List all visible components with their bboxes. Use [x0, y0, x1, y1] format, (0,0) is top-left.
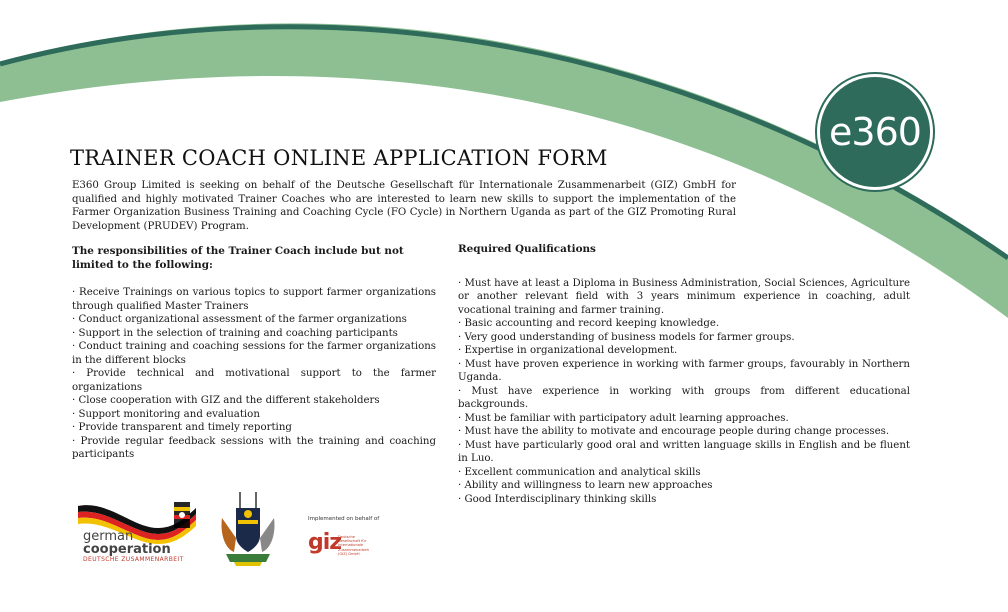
list-item: · Very good understanding of business models for farmer groups. — [458, 331, 795, 343]
german-cooperation-logo — [83, 530, 184, 563]
e360-logo — [820, 77, 930, 187]
list-item: · Conduct organizational assessment of the farmer organizations — [72, 314, 407, 325]
list-item: · Expertise in organizational development. — [458, 345, 678, 356]
list-item: · Must have proven experience in working with farmer groups, favourably in Northern Uganda. — [458, 358, 910, 383]
qualifications-section — [458, 243, 910, 506]
responsibilities-section — [72, 245, 436, 462]
responsibilities-heading: The responsibilities of the Trainer Coach include but not limited to the following: — [72, 245, 404, 271]
german-label: german — [83, 529, 134, 544]
intro-paragraph: E360 Group Limited is seeking on behalf of the Deutsche Gesellschaft für Internationale Zusammenarbeit (GIZ) GmbH for qualified and highly motivated Trainer Coaches who are interested to learn new skills to support the implementation of the Farmer Organization Business Training and Coaching Cycle (FO Cycle) in Northern Uganda as part of the GIZ Promoting Rural Development (PRUDEV) Program. — [72, 180, 736, 232]
list-item: · Must be familiar with participatory adult learning approaches. — [458, 412, 789, 424]
list-item: · Support in the selection of training and coaching participants — [72, 327, 398, 339]
giz-full-name: Deutsche Gesellschaft für Internationale Zusammenarbeit (GIZ) GmbH — [338, 535, 369, 556]
list-item: · Ability and willingness to learn new approaches — [458, 480, 713, 491]
list-item: · Must have particularly good oral and written language skills in English and be fluent in Luo. — [458, 439, 910, 464]
qualifications-list — [458, 277, 910, 507]
partner-logos — [70, 488, 410, 568]
list-item: · Provide transparent and timely reporting — [72, 422, 292, 433]
logo-text: e360 — [829, 110, 921, 154]
qualifications-heading: Required Qualifications — [458, 243, 596, 255]
list-item: · Conduct training and coaching sessions for the farmer organizations in the different blocks — [72, 341, 436, 366]
list-item: · Provide regular feedback sessions with the training and coaching participants — [72, 435, 436, 460]
list-item: · Basic accounting and record keeping knowledge. — [458, 318, 720, 329]
uganda-coat-of-arms-icon — [214, 488, 282, 568]
list-item: · Support monitoring and evaluation — [72, 408, 260, 420]
list-item: · Receive Trainings on various topics to support farmer organizations through qualified Master Trainers — [72, 287, 436, 312]
cooperation-label: cooperation — [83, 542, 171, 557]
page-title: TRAINER COACH ONLINE APPLICATION FORM — [70, 146, 608, 170]
list-item: · Provide technical and motivational support to the farmer organizations — [72, 368, 436, 393]
list-item: · Excellent communication and analytical skills — [458, 466, 701, 478]
list-item: · Close cooperation with GIZ and the different stakeholders — [72, 395, 380, 406]
giz-logo: giz — [308, 530, 342, 555]
responsibilities-list — [72, 286, 436, 462]
list-item: · Must have experience in working with groups from different educational backgrounds. — [458, 385, 910, 410]
deutsche-zusammenarbeit-label: DEUTSCHE ZUSAMMENARBEIT — [83, 556, 184, 563]
implemented-label: Implemented on behalf of — [308, 516, 380, 522]
list-item: · Good Interdisciplinary thinking skills — [458, 493, 657, 505]
list-item: · Must have at least a Diploma in Business Administration, Social Sciences, Agriculture or another relevant field with 3 years minimum experience in coaching, adult vocational training and farmer training. — [458, 277, 910, 316]
list-item: · Must have the ability to motivate and encourage people during change processes. — [458, 426, 890, 437]
